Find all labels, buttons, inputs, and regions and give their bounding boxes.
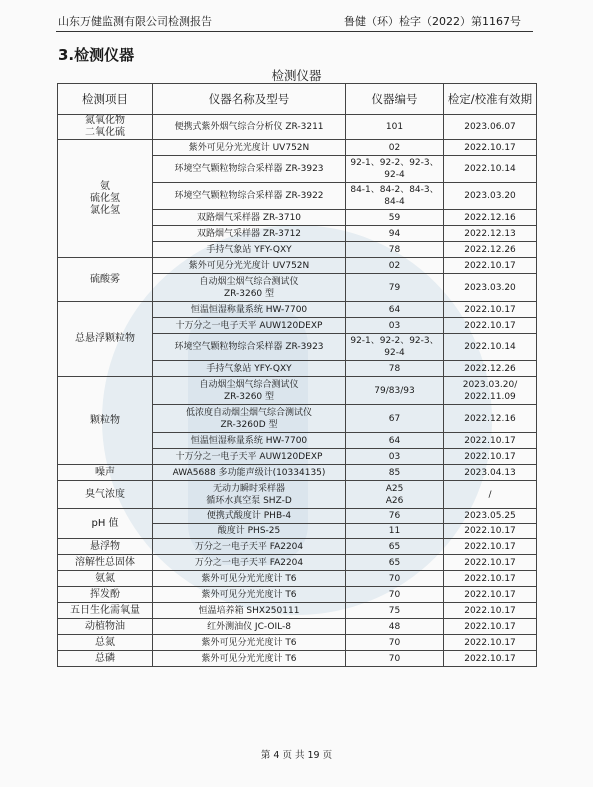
table-row — [58, 115, 537, 140]
cell-instrument-name: 环境空气颗粒物综合采样器 ZR-3923 — [153, 334, 346, 361]
cell-test-item: 总磷 — [58, 651, 153, 667]
page-header-report-number: 鲁健（环）检字（2022）第1167号 — [344, 15, 521, 28]
cell-validity-date: 2022.10.17 — [444, 140, 537, 156]
cell-instrument-number: 94 — [346, 226, 444, 242]
cell-validity-date: 2022.12.16 — [444, 210, 537, 226]
cell-validity-date: 2022.10.17 — [444, 524, 537, 539]
cell-instrument-name: 双路烟气采样器 ZR-3712 — [153, 226, 346, 242]
cell-instrument-number: 76 — [346, 509, 444, 524]
cell-instrument-number: 78 — [346, 242, 444, 258]
cell-instrument-name: 紫外可见分光光度计 T6 — [153, 635, 346, 651]
cell-instrument-number: 64 — [346, 302, 444, 318]
cell-validity-date: 2022.10.17 — [444, 433, 537, 449]
cell-instrument-name: AWA5688 多功能声级计(10334135) — [153, 465, 346, 481]
cell-instrument-number: 92-1、92-2、92-3、 92-4 — [346, 156, 444, 183]
cell-instrument-name: 双路烟气采样器 ZR-3710 — [153, 210, 346, 226]
cell-instrument-name: 便携式紫外烟气综合分析仪 ZR-3211 — [153, 115, 346, 140]
cell-instrument-name: 紫外可见分光光度计 UV752N — [153, 258, 346, 274]
cell-validity-date: 2023.05.25 — [444, 509, 537, 524]
table-row — [58, 539, 537, 555]
cell-validity-date: / — [444, 481, 537, 509]
cell-instrument-name: 自动烟尘烟气综合测试仪 ZR-3260 型 — [153, 377, 346, 405]
cell-instrument-name: 酸度计 PHS-25 — [153, 524, 346, 539]
column-header-item: 检测项目 — [58, 84, 153, 115]
cell-instrument-number: 11 — [346, 524, 444, 539]
cell-instrument-number: A25 A26 — [346, 481, 444, 509]
cell-instrument-name: 紫外可见分光光度计 T6 — [153, 571, 346, 587]
cell-validity-date: 2022.10.17 — [444, 635, 537, 651]
cell-validity-date: 2022.10.14 — [444, 334, 537, 361]
cell-instrument-name: 紫外可见分光光度计 UV752N — [153, 140, 346, 156]
cell-instrument-number: 59 — [346, 210, 444, 226]
cell-instrument-number: 79/83/93 — [346, 377, 444, 405]
cell-validity-date: 2022.12.16 — [444, 405, 537, 433]
table-row — [58, 302, 537, 318]
table-row — [58, 258, 537, 274]
header-divider — [56, 31, 533, 32]
cell-test-item: 臭气浓度 — [58, 481, 153, 509]
table-row — [58, 587, 537, 603]
cell-instrument-name: 环境空气颗粒物综合采样器 ZR-3922 — [153, 183, 346, 210]
column-header-instrument: 仪器名称及型号 — [153, 84, 346, 115]
cell-validity-date: 2023.03.20 — [444, 274, 537, 302]
cell-validity-date: 2022.10.17 — [444, 449, 537, 465]
cell-instrument-number: 48 — [346, 619, 444, 635]
page-header-company: 山东万健监测有限公司检测报告 — [58, 15, 212, 28]
cell-validity-date: 2022.10.17 — [444, 555, 537, 571]
cell-instrument-number: 03 — [346, 449, 444, 465]
table-row — [58, 140, 537, 156]
cell-instrument-name: 十万分之一电子天平 AUW120DEXP — [153, 449, 346, 465]
cell-instrument-name: 环境空气颗粒物综合采样器 ZR-3923 — [153, 156, 346, 183]
cell-instrument-number: 78 — [346, 361, 444, 377]
cell-instrument-number: 70 — [346, 635, 444, 651]
column-header-number: 仪器编号 — [346, 84, 444, 115]
cell-instrument-number: 79 — [346, 274, 444, 302]
cell-test-item: 五日生化需氧量 — [58, 603, 153, 619]
cell-instrument-name: 便携式酸度计 PHB-4 — [153, 509, 346, 524]
cell-instrument-name: 无动力瞬时采样器 循环水真空泵 SHZ-D — [153, 481, 346, 509]
cell-validity-date: 2022.12.26 — [444, 361, 537, 377]
cell-validity-date: 2022.10.14 — [444, 156, 537, 183]
cell-validity-date: 2022.10.17 — [444, 302, 537, 318]
cell-test-item: 总悬浮颗粒物 — [58, 302, 153, 377]
cell-instrument-name: 自动烟尘烟气综合测试仪 ZR-3260 型 — [153, 274, 346, 302]
cell-validity-date: 2022.10.17 — [444, 619, 537, 635]
cell-instrument-number: 03 — [346, 318, 444, 334]
cell-test-item: 氨 硫化氢 氯化氢 — [58, 140, 153, 258]
cell-test-item: 挥发酚 — [58, 587, 153, 603]
column-header-validity: 检定/校准有效期 — [444, 84, 537, 115]
table-row — [58, 635, 537, 651]
table-header-row — [58, 84, 537, 115]
page-footer: 第 4 页 共 19 页 — [260, 750, 333, 761]
table-row — [58, 651, 537, 667]
cell-instrument-name: 紫外可见分光光度计 T6 — [153, 587, 346, 603]
cell-validity-date: 2022.10.17 — [444, 587, 537, 603]
cell-instrument-number: 02 — [346, 140, 444, 156]
cell-instrument-name: 恒温恒湿称量系统 HW-7700 — [153, 433, 346, 449]
instrument-table — [57, 83, 537, 667]
cell-test-item: 总氮 — [58, 635, 153, 651]
cell-instrument-name: 紫外可见分光光度计 T6 — [153, 651, 346, 667]
cell-instrument-number: 02 — [346, 258, 444, 274]
cell-instrument-name: 万分之一电子天平 FA2204 — [153, 539, 346, 555]
section-title: 3.检测仪器 — [58, 46, 135, 64]
cell-test-item: pH 值 — [58, 509, 153, 539]
table-row — [58, 619, 537, 635]
cell-validity-date: 2022.12.13 — [444, 226, 537, 242]
cell-instrument-name: 低浓度自动烟尘烟气综合测试仪 ZR-3260D 型 — [153, 405, 346, 433]
cell-instrument-name: 十万分之一电子天平 AUW120DEXP — [153, 318, 346, 334]
cell-validity-date: 2022.10.17 — [444, 539, 537, 555]
cell-instrument-name: 手持气象站 YFY-QXY — [153, 361, 346, 377]
table-row — [58, 571, 537, 587]
table-row — [58, 481, 537, 509]
cell-validity-date: 2022.10.17 — [444, 603, 537, 619]
cell-test-item: 溶解性总固体 — [58, 555, 153, 571]
table-row — [58, 465, 537, 481]
cell-test-item: 硫酸雾 — [58, 258, 153, 302]
table-caption: 检测仪器 — [271, 68, 322, 83]
cell-instrument-number: 101 — [346, 115, 444, 140]
cell-instrument-name: 手持气象站 YFY-QXY — [153, 242, 346, 258]
cell-instrument-name: 红外测油仪 JC-OIL-8 — [153, 619, 346, 635]
cell-test-item: 动植物油 — [58, 619, 153, 635]
cell-instrument-number: 84-1、84-2、84-3、 84-4 — [346, 183, 444, 210]
cell-instrument-number: 65 — [346, 555, 444, 571]
cell-instrument-number: 64 — [346, 433, 444, 449]
table-row — [58, 509, 537, 524]
cell-validity-date: 2023.06.07 — [444, 115, 537, 140]
cell-validity-date: 2022.10.17 — [444, 651, 537, 667]
cell-instrument-number: 92-1、92-2、92-3、 92-4 — [346, 334, 444, 361]
cell-validity-date: 2022.10.17 — [444, 318, 537, 334]
cell-instrument-number: 65 — [346, 539, 444, 555]
cell-test-item: 氮氧化物 二氧化硫 — [58, 115, 153, 140]
cell-instrument-name: 恒温恒湿称量系统 HW-7700 — [153, 302, 346, 318]
cell-instrument-number: 67 — [346, 405, 444, 433]
cell-instrument-name: 恒温培养箱 SHX250111 — [153, 603, 346, 619]
cell-test-item: 颗粒物 — [58, 377, 153, 465]
cell-instrument-number: 70 — [346, 587, 444, 603]
cell-instrument-number: 70 — [346, 651, 444, 667]
cell-validity-date: 2022.10.17 — [444, 258, 537, 274]
cell-validity-date: 2023.03.20 — [444, 183, 537, 210]
cell-instrument-number: 70 — [346, 571, 444, 587]
table-row — [58, 377, 537, 405]
cell-validity-date: 2022.10.17 — [444, 571, 537, 587]
cell-validity-date: 2022.12.26 — [444, 242, 537, 258]
cell-validity-date: 2023.04.13 — [444, 465, 537, 481]
cell-test-item: 悬浮物 — [58, 539, 153, 555]
table-row — [58, 555, 537, 571]
cell-test-item: 氨氮 — [58, 571, 153, 587]
cell-instrument-number: 85 — [346, 465, 444, 481]
cell-instrument-number: 75 — [346, 603, 444, 619]
cell-instrument-name: 万分之一电子天平 FA2204 — [153, 555, 346, 571]
cell-test-item: 噪声 — [58, 465, 153, 481]
cell-validity-date: 2023.03.20/ 2022.11.09 — [444, 377, 537, 405]
table-row — [58, 603, 537, 619]
